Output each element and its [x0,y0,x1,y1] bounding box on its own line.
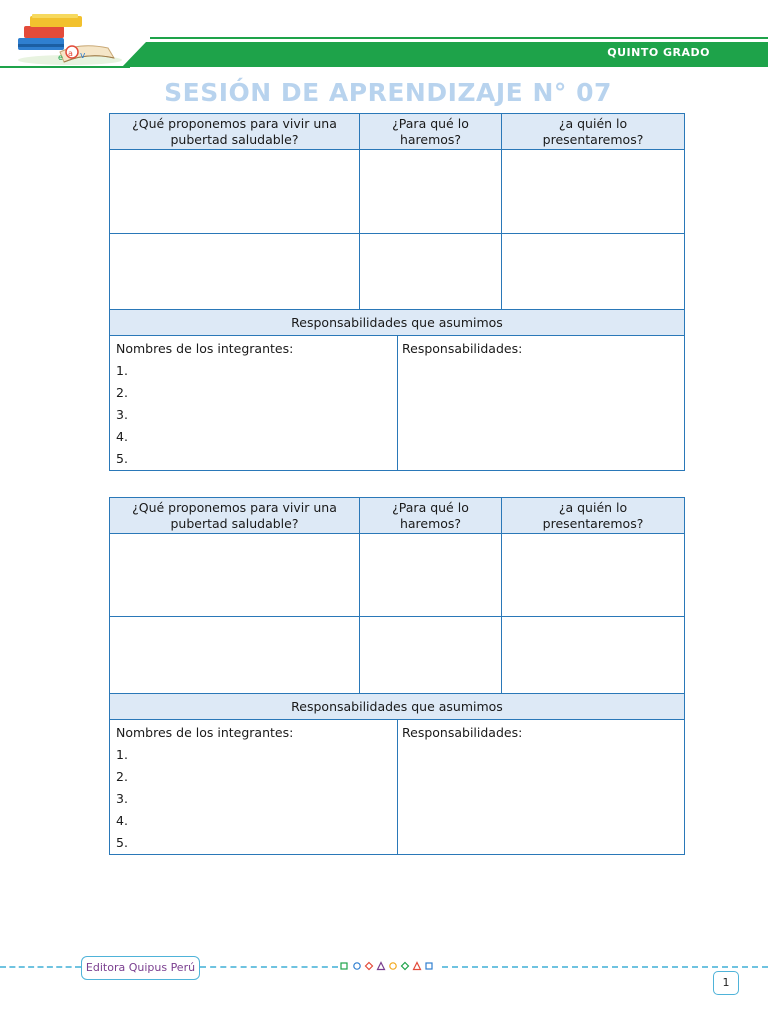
svg-text:v: v [80,51,86,61]
header-thin-line [150,37,768,39]
table-header-row [110,114,685,150]
member-number: 4. [116,429,128,444]
page-header [0,0,768,70]
member-number: 2. [116,769,128,784]
planning-block-1 [109,113,684,471]
responsibilities-table [109,719,685,855]
responsibilities-title: Responsabilidades que asumimos [110,310,685,336]
footer-dashed-line [0,966,81,968]
answer-cell[interactable] [360,534,502,617]
responsibilities-label: Responsabilidades: [402,341,523,356]
publisher-badge: Editora Quipus Perú [81,956,200,980]
page-number: 1 [713,971,739,995]
answer-cell[interactable] [360,617,502,694]
answer-cell[interactable] [502,617,685,694]
books-logo-icon [10,8,122,66]
planning-block-2 [109,497,684,855]
answer-cell[interactable] [502,234,685,310]
answer-cell[interactable] [502,150,685,234]
answer-cell[interactable] [110,234,360,310]
member-number: 1. [116,747,128,762]
answer-cell[interactable] [110,534,360,617]
answer-cell[interactable] [110,150,360,234]
responsibilities-table [109,335,685,471]
decorative-shapes-icon [340,960,440,972]
svg-text:e: e [58,53,63,62]
table-row [110,150,685,234]
member-number: 3. [116,791,128,806]
column-header-audience: ¿a quién lo presentaremos? [502,114,685,150]
table-row [110,234,685,310]
members-cell[interactable] [110,336,398,471]
header-left-line [0,66,130,68]
answer-cell[interactable] [110,617,360,694]
svg-text:a: a [68,49,73,58]
table-header-row [110,498,685,534]
grade-label: QUINTO GRADO [607,46,710,59]
column-header-purpose: ¿Para qué lo haremos? [360,114,502,150]
member-number: 2. [116,385,128,400]
members-label: Nombres de los integrantes: [116,341,294,356]
member-number: 4. [116,813,128,828]
members-cell[interactable] [110,720,398,855]
answer-cell[interactable] [360,234,502,310]
column-header-audience: ¿a quién lo presentaremos? [502,498,685,534]
column-header-purpose: ¿Para qué lo haremos? [360,498,502,534]
footer-dashed-line [200,966,338,968]
responsibilities-title-row [110,694,685,720]
responsibilities-label: Responsabilidades: [402,725,523,740]
answer-cell[interactable] [502,534,685,617]
responsibilities-title-row [110,310,685,336]
footer-dashed-line [442,966,768,968]
table-row [110,534,685,617]
answer-cell[interactable] [360,150,502,234]
responsibilities-title: Responsabilidades que asumimos [110,694,685,720]
planning-table [109,497,685,720]
members-label: Nombres de los integrantes: [116,725,294,740]
column-header-proposal: ¿Qué proponemos para vivir una pubertad saludable? [110,114,360,150]
planning-table [109,113,685,336]
page-title: SESIÓN DE APRENDIZAJE N° 07 [164,78,612,107]
member-number: 5. [116,451,128,466]
member-number: 1. [116,363,128,378]
responsibilities-cell[interactable] [398,336,685,471]
table-row [110,617,685,694]
column-header-proposal: ¿Qué proponemos para vivir una pubertad saludable? [110,498,360,534]
member-number: 5. [116,835,128,850]
member-number: 3. [116,407,128,422]
responsibilities-cell[interactable] [398,720,685,855]
